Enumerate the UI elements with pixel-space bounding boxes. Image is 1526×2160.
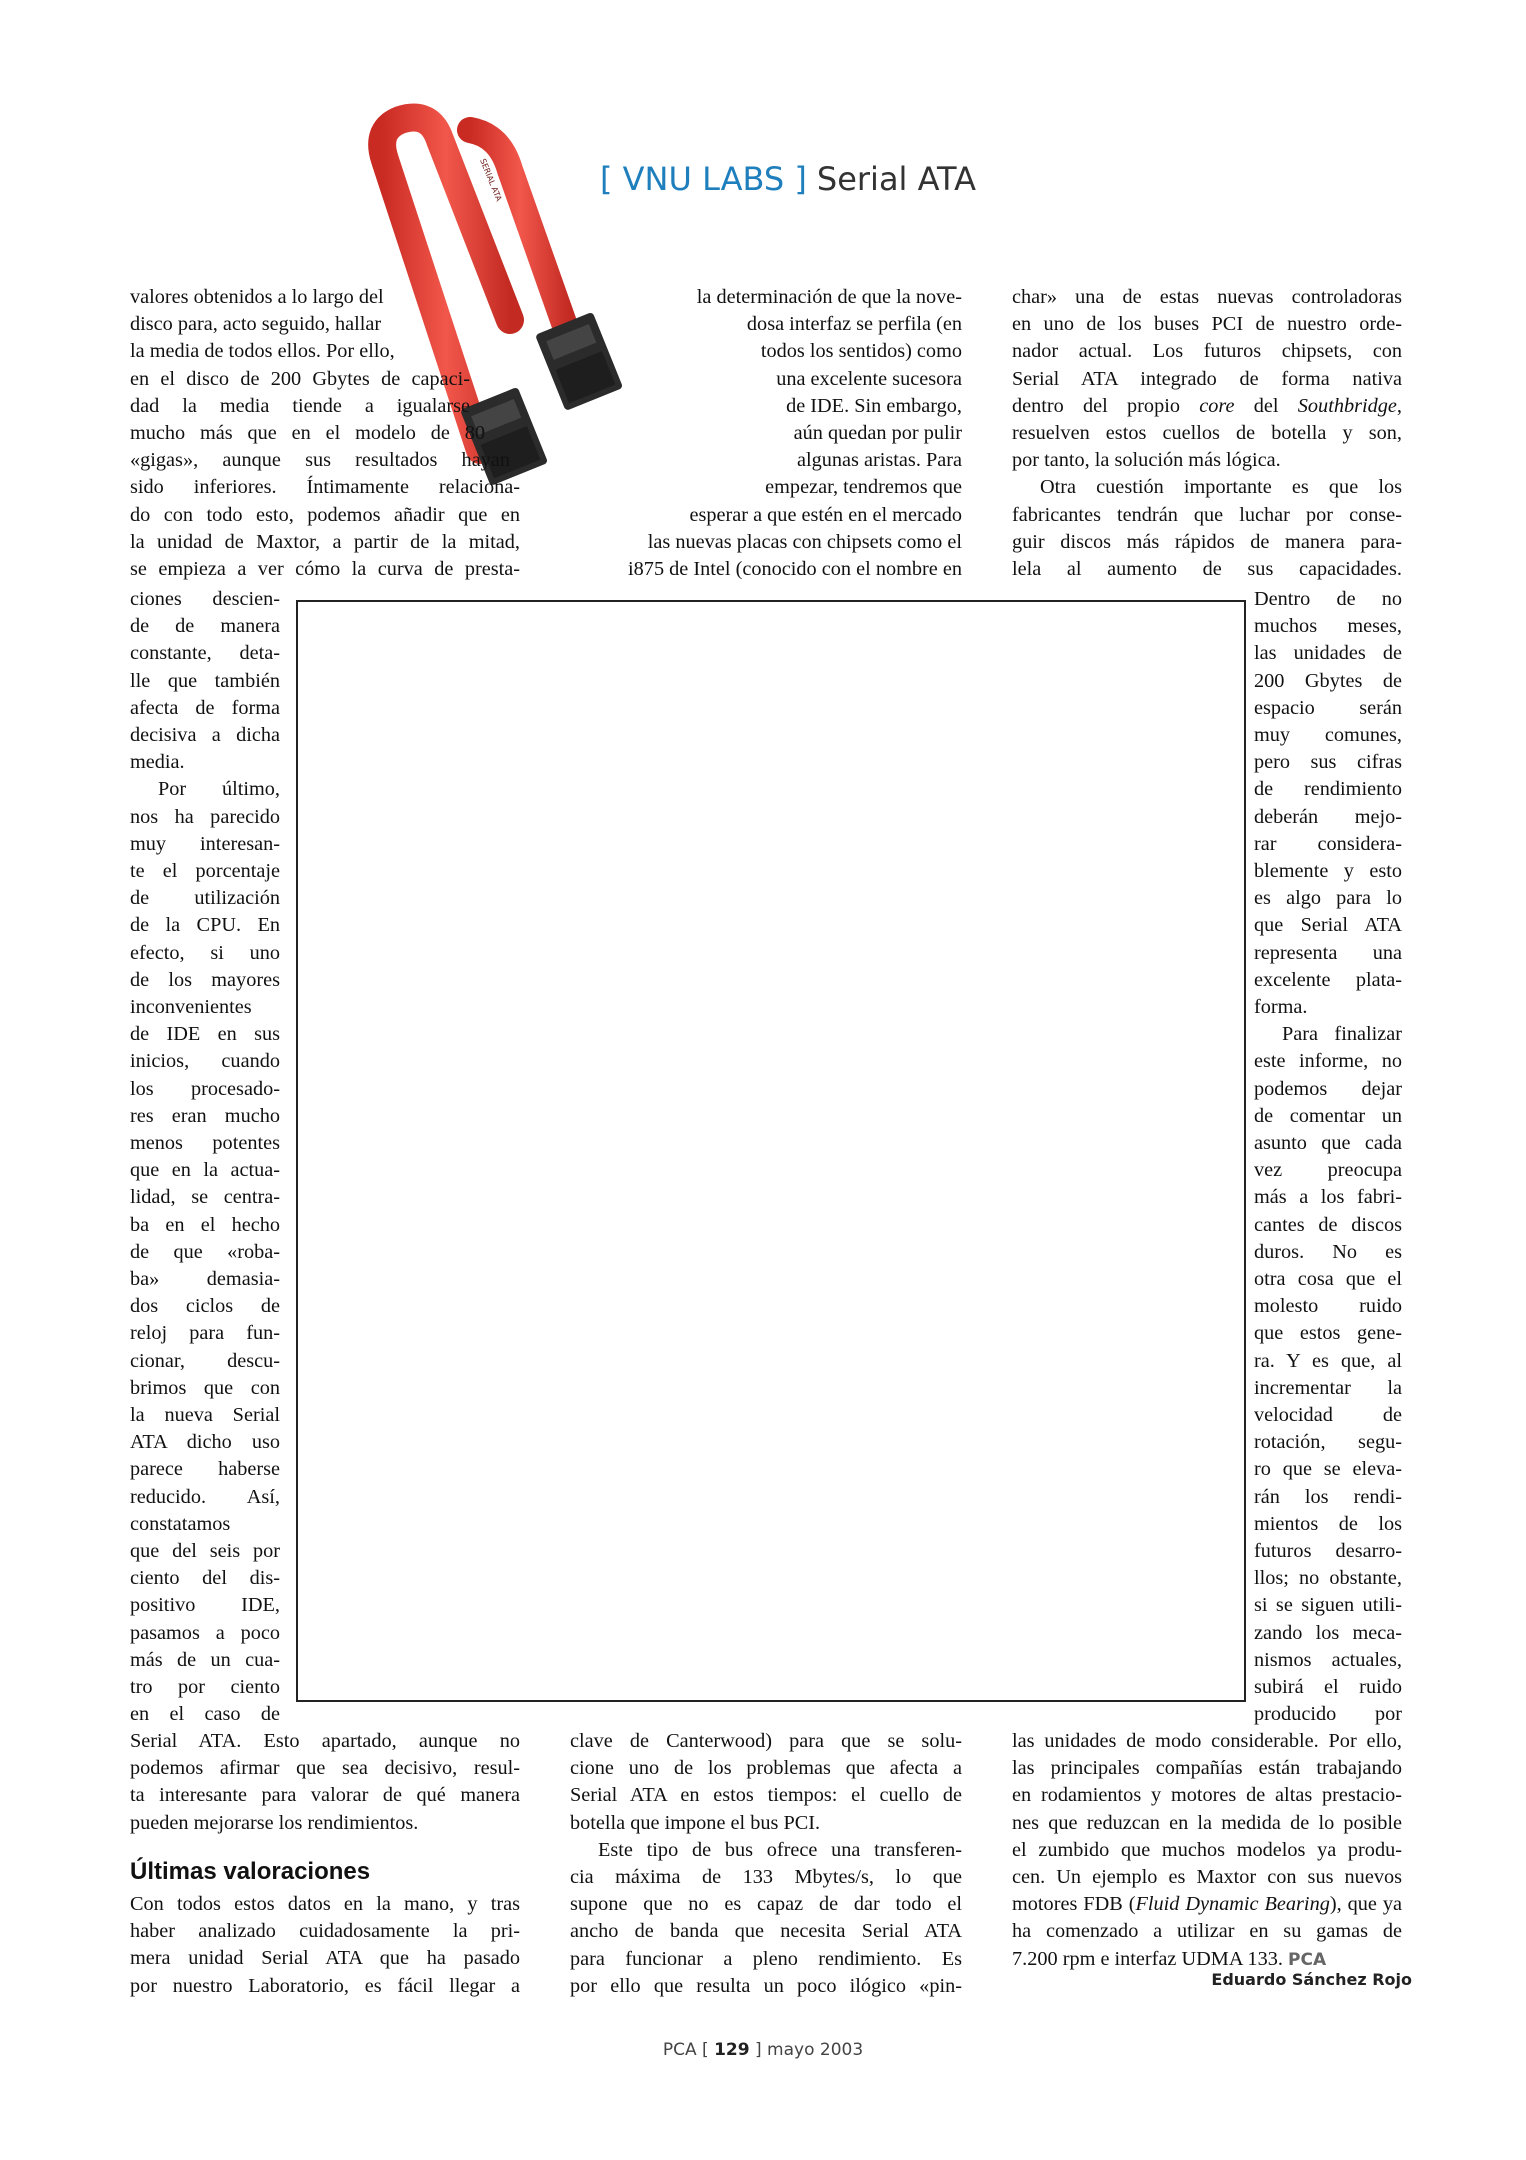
col3-narrow-line: que estos gene- <box>1254 1322 1402 1345</box>
col3-narrow-line: subirá el ruido <box>1254 1676 1402 1698</box>
col1-bottom-line: podemos afirmar que sea decisivo, resul- <box>130 1757 520 1780</box>
col1-bottom-line: pueden mejorarse los rendimientos. <box>130 1811 419 1834</box>
col3-narrow-line: deberán mejo- <box>1254 805 1402 828</box>
col3-narrow-line: asunto que cada <box>1254 1132 1402 1154</box>
col1-narrow-line: que en la actua- <box>130 1159 280 1182</box>
col1-narrow-line: de IDE en sus <box>130 1023 280 1046</box>
col1-narrow-line: de la CPU. En <box>130 914 280 937</box>
col1-narrow-line: ba» demasia- <box>130 1268 280 1290</box>
col1-narrow-line: los procesado- <box>130 1077 280 1100</box>
col3-narrow-line: velocidad de <box>1254 1404 1402 1426</box>
col3-narrow-line: mientos de los <box>1254 1512 1402 1535</box>
col1-narrow-line: de de manera <box>130 615 280 638</box>
col1-final-line: Con todos estos datos en la mano, y tras <box>130 1893 520 1915</box>
col2-bottom-line: cione uno de los problemas que afecta a <box>570 1757 962 1780</box>
col3-narrow-line: otra cosa que el <box>1254 1268 1402 1290</box>
col1-narrow-line: tro por ciento <box>130 1676 280 1698</box>
col2-bottom-line: para funcionar a pleno rendimiento. Es <box>570 1947 962 1970</box>
col3-narrow-line: zando los meca- <box>1254 1621 1402 1644</box>
col1-narrow-line: que del seis por <box>130 1540 280 1562</box>
article-title: Serial ATA <box>816 160 976 198</box>
col1-narrow-line: positivo IDE, <box>130 1594 280 1617</box>
col2-top-line: la determinación de que la nove- <box>696 286 962 308</box>
col2-bottom-line: cia máxima de 133 Mbytes/s, lo que <box>570 1866 962 1888</box>
col3-bottom-line: motores FDB (Fluid Dynamic Bearing), que ya <box>1012 1893 1403 1916</box>
col3-narrow-line: espacio serán <box>1254 696 1402 719</box>
col1-narrow-line: reducido. Así, <box>130 1485 280 1508</box>
col1-narrow-line: en el caso de <box>130 1703 280 1726</box>
col3-top-line: fabricantes tendrán que luchar por conse- <box>1012 503 1402 526</box>
col1-top-line: disco para, acto seguido, hallar <box>130 313 382 336</box>
col1-narrow-line: nos ha parecido <box>130 805 280 828</box>
subheading: Últimas valoraciones <box>130 1858 371 1885</box>
col2-bottom-line: clave de Canterwood) para que se solu- <box>570 1730 962 1752</box>
col3-narrow-line: futuros desarro- <box>1254 1540 1402 1562</box>
col1-narrow-line: parece haberse <box>130 1458 280 1481</box>
col3-narrow-line: muy comunes, <box>1254 724 1402 746</box>
col3-narrow-line: más a los fabri- <box>1254 1186 1402 1209</box>
col2-top-line: esperar a que estén en el mercado <box>689 503 962 526</box>
col3-narrow-line: ra. Y es que, al <box>1254 1349 1402 1372</box>
col1-top-line: «gigas», aunque sus resultados hayan <box>130 449 510 472</box>
col3-top-line: en uno de los buses PCI de nuestro orde- <box>1012 313 1402 336</box>
col1-narrow-line: menos potentes <box>130 1132 280 1154</box>
col1-narrow-line: ba en el hecho <box>130 1213 280 1236</box>
col1-narrow-line: cionar, descu- <box>130 1349 280 1372</box>
section-label: [ VNU LABS ] <box>600 160 807 198</box>
col2-top-line: i875 de Intel (conocido con el nombre en <box>628 558 962 580</box>
col2-bottom-line: Serial ATA en estos tiempos: el cuello de <box>570 1784 962 1807</box>
col1-final-line: haber analizado cuidadosamente la pri- <box>130 1920 520 1943</box>
col3-top-line: lela al aumento de sus capacidades. <box>1012 558 1402 580</box>
col3-narrow-line: llos; no obstante, <box>1254 1567 1402 1590</box>
col3-narrow-line: ro que se eleva- <box>1254 1458 1402 1481</box>
col3-narrow-line: de comentar un <box>1254 1104 1402 1127</box>
col3-bottom-line: las principales compañías están trabajando <box>1012 1757 1402 1780</box>
col2-bottom-line: por ello que resulta un poco ilógico «pin- <box>570 1974 962 1997</box>
col2-bottom-line: ancho de banda que necesita Serial ATA <box>570 1920 962 1943</box>
col3-narrow-line: cantes de discos <box>1254 1213 1402 1236</box>
col1-narrow-line: constatamos <box>130 1512 231 1535</box>
col1-narrow-line: dos ciclos de <box>130 1295 280 1318</box>
col3-narrow-line: duros. No es <box>1254 1240 1402 1263</box>
col1-narrow-line: ATA dicho uso <box>130 1431 280 1454</box>
col3-narrow-line: pero sus cifras <box>1254 751 1402 774</box>
col3-narrow-line: es algo para lo <box>1254 887 1402 910</box>
col3-narrow-line: blemente y esto <box>1254 860 1402 882</box>
col1-top-line: do con todo esto, podemos añadir que en <box>130 503 520 526</box>
col1-final-line: por nuestro Laboratorio, es fácil llegar a <box>130 1974 520 1997</box>
col1-narrow-line: efecto, si uno <box>130 941 280 964</box>
col1-top-line: sido inferiores. Íntimamente relaciona- <box>130 476 520 499</box>
col2-bottom-line: Este tipo de bus ofrece una transferen- <box>598 1838 962 1861</box>
col2-top-line: una excelente sucesora <box>776 367 962 390</box>
col3-narrow-line: de rendimiento <box>1254 778 1402 801</box>
col1-narrow-line: afecta de forma <box>130 696 280 719</box>
col2-top-line: las nuevas placas con chipsets como el <box>647 530 962 553</box>
col2-top-line: empezar, tendremos que <box>765 476 962 499</box>
footer-magazine: PCA <box>662 2040 697 2060</box>
col3-bottom-line: nes que reduzcan en la medida de lo posible <box>1012 1811 1402 1834</box>
col3-narrow-line: producido por <box>1254 1703 1402 1726</box>
col3-narrow-line: excelente plata- <box>1254 968 1402 991</box>
col3-narrow-line: 200 Gbytes de <box>1254 669 1402 692</box>
col3-narrow-line: rar considera- <box>1254 832 1402 855</box>
col3-bottom-line: cen. Un ejemplo es Maxtor con sus nuevos <box>1012 1866 1402 1888</box>
col2-top-line: aún quedan por pulir <box>793 422 962 444</box>
col1-narrow-line: te el porcentaje <box>130 860 280 882</box>
col1-narrow-line: Por último, <box>158 778 280 801</box>
col1-narrow-line: más de un cua- <box>130 1648 280 1671</box>
col2-top-line: algunas aristas. Para <box>796 449 962 472</box>
col1-top-line: la unidad de Maxtor, a partir de la mitad, <box>130 530 520 553</box>
col1-narrow-line: inconvenientes <box>130 996 252 1018</box>
col3-top-line: Serial ATA integrado de forma nativa <box>1012 367 1402 390</box>
col1-narrow-line: lidad, se centra- <box>130 1186 280 1209</box>
col1-narrow-line: media. <box>130 751 185 774</box>
col2-top-line: todos los sentidos) como <box>760 340 962 363</box>
col1-top-line: dad la media tiende a igualarse <box>130 394 470 417</box>
col3-bottom-line: en rodamientos y motores de altas prestacio- <box>1012 1784 1402 1807</box>
col1-bottom-line: ta interesante para valorar de qué manera <box>130 1784 520 1807</box>
col3-top-line: dentro del propio core del Southbridge, <box>1012 394 1402 417</box>
end-mark: PCA <box>1288 1949 1327 1970</box>
col3-narrow-line: incrementar la <box>1254 1376 1402 1399</box>
col1-narrow-line: muy interesan- <box>130 832 280 855</box>
col3-narrow-line: que Serial ATA <box>1254 914 1402 937</box>
col2-top-line: de IDE. Sin embargo, <box>786 394 962 417</box>
footer-page-number: 129 <box>714 2040 750 2060</box>
author-name: Eduardo Sánchez Rojo <box>1211 1970 1412 1989</box>
col1-narrow-line: pasamos a poco <box>130 1621 280 1644</box>
col2-top-line: dosa interfaz se perfila (en <box>746 313 962 336</box>
col1-top-line: se empieza a ver cómo la curva de presta- <box>130 558 520 580</box>
col3-top-line: guir discos más rápidos de manera para- <box>1012 530 1402 553</box>
col3-narrow-line: representa una <box>1254 941 1402 964</box>
col3-top-line: por tanto, la solución más lógica. <box>1012 449 1281 472</box>
col3-bottom-line: el zumbido que muchos modelos ya produ- <box>1012 1838 1402 1861</box>
col3-narrow-line: vez preocupa <box>1254 1159 1402 1182</box>
col1-narrow-line: res eran mucho <box>130 1104 280 1127</box>
col3-narrow-line: molesto ruido <box>1254 1295 1402 1318</box>
col3-bottom-line: 7.200 rpm e interfaz UDMA 133. PCA <box>1012 1947 1327 1970</box>
col1-narrow-line: de que «roba- <box>130 1240 280 1263</box>
footer-date: mayo 2003 <box>767 2040 864 2060</box>
col1-top-line: en el disco de 200 Gbytes de capaci- <box>130 367 470 390</box>
col3-narrow-line: las unidades de <box>1254 642 1402 665</box>
col1-top-line: la media de todos ellos. Por ello, <box>130 340 395 363</box>
col1-narrow-line: la nueva Serial <box>130 1404 280 1426</box>
col1-top-line: mucho más que en el modelo de 80 <box>130 422 485 444</box>
col3-narrow-line: rotación, segu- <box>1254 1431 1402 1454</box>
col2-bottom-line: botella que impone el bus PCI. <box>570 1811 821 1834</box>
col3-bottom-line: las unidades de modo considerable. Por ello, <box>1012 1730 1402 1752</box>
col3-narrow-line: forma. <box>1254 996 1308 1018</box>
col1-narrow-line: de los mayores <box>130 968 280 991</box>
page-footer: PCA [ 129 ] mayo 2003 <box>662 2040 864 2060</box>
col3-top-line: char» una de estas nuevas controladoras <box>1012 286 1402 308</box>
col3-narrow-line: Dentro de no <box>1254 588 1402 610</box>
col3-narrow-line: Para finalizar <box>1282 1023 1402 1046</box>
col3-top-line: nador actual. Los futuros chipsets, con <box>1012 340 1402 363</box>
col1-narrow-line: inicios, cuando <box>130 1050 280 1073</box>
col3-narrow-line: muchos meses, <box>1254 615 1402 638</box>
col1-narrow-line: ciones descien- <box>130 588 280 610</box>
col3-narrow-line: nismos actuales, <box>1254 1648 1402 1671</box>
col3-narrow-line: rán los rendi- <box>1254 1485 1402 1508</box>
page-header <box>600 160 976 198</box>
col2-bottom-line: supone que no es capaz de dar todo el <box>570 1893 962 1916</box>
col1-narrow-line: ciento del dis- <box>130 1567 280 1590</box>
col3-narrow-line: este informe, no <box>1254 1050 1402 1073</box>
col1-narrow-line: reloj para fun- <box>130 1322 280 1345</box>
col3-top-line: resuelven estos cuellos de botella y son, <box>1012 422 1402 444</box>
col1-narrow-line: decisiva a dicha <box>130 724 280 746</box>
col3-narrow-line: si se siguen utili- <box>1254 1594 1402 1617</box>
col1-final-line: mera unidad Serial ATA que ha pasado <box>130 1947 520 1970</box>
col1-narrow-line: constante, deta- <box>130 642 280 665</box>
col1-narrow-line: brimos que con <box>130 1376 280 1399</box>
col1-top-line: valores obtenidos a lo largo del <box>130 286 384 308</box>
col3-top-line: Otra cuestión importante es que los <box>1040 476 1402 499</box>
col3-narrow-line: podemos dejar <box>1254 1077 1402 1100</box>
col1-narrow-line: lle que también <box>130 669 280 692</box>
image-placeholder-box <box>296 600 1246 1702</box>
cable-print: SERIAL ATA <box>478 157 504 203</box>
col3-bottom-line: ha comenzado a utilizar en su gamas de <box>1012 1920 1402 1943</box>
col1-narrow-line: de utilización <box>130 887 280 910</box>
col1-bottom-line: Serial ATA. Esto apartado, aunque no <box>130 1730 520 1752</box>
